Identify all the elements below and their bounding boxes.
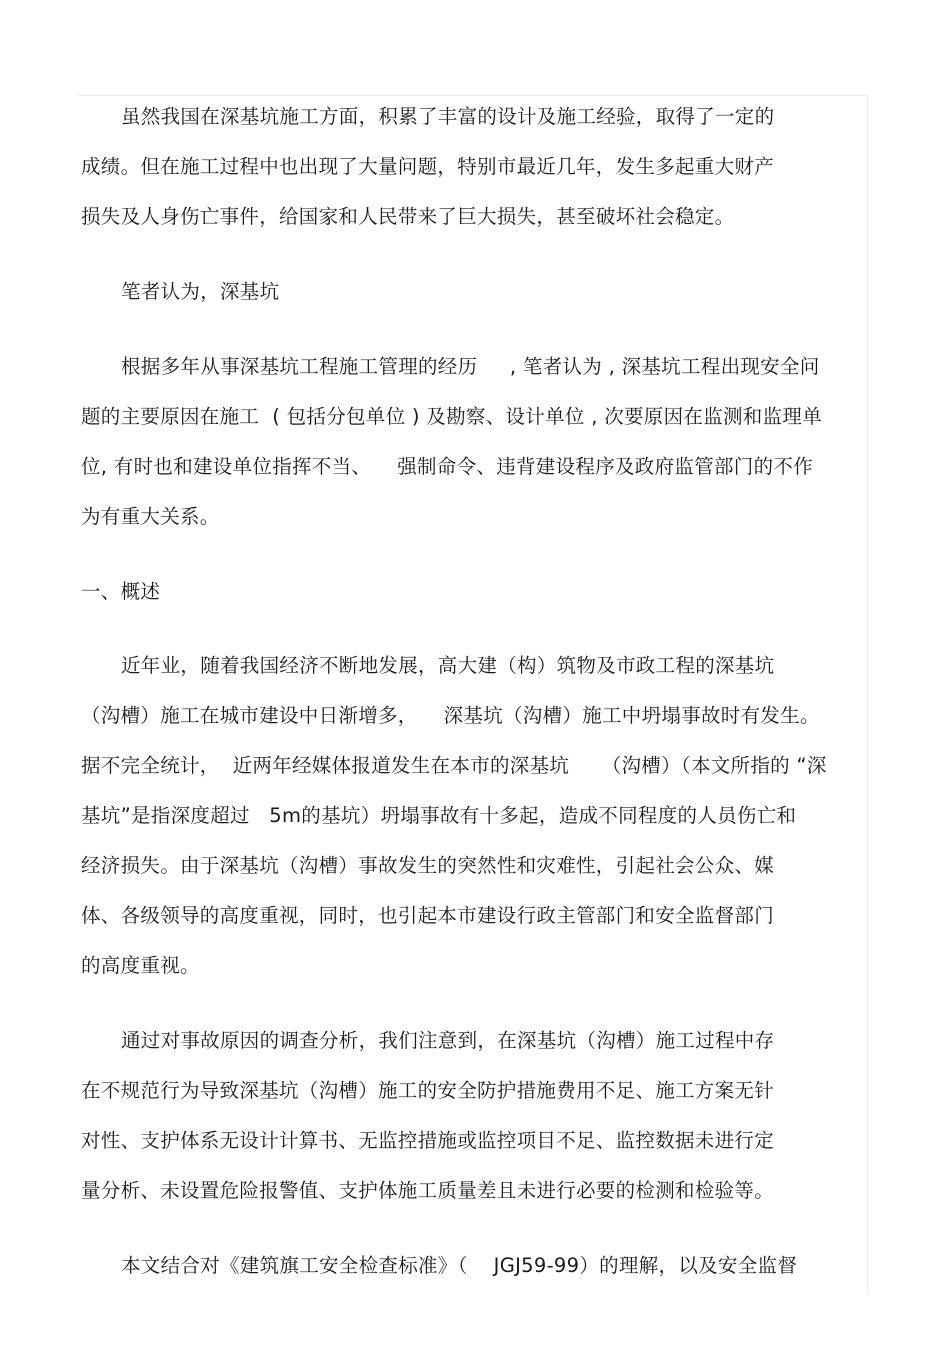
- text-line: 位, 有时也和建设单位指挥不当、 强制命令、违背建设程序及政府监管部门的不作: [81, 455, 813, 478]
- text-line: 对性、支护体系无设计计算书、无监控措施或监控项目不足、监控数据未进行定: [81, 1129, 775, 1152]
- text-line: 近年业，随着我国经济不断地发展，高大建（构）筑物及市政工程的深基坑: [121, 654, 775, 677]
- text-line: 据不完全统计， 近两年经媒体报道发生在本市的深基坑 （沟槽）（本文所指的 “深: [81, 754, 827, 777]
- text-line: 量分析、未设置危险报警值、支护体施工质量差且未进行必要的检测和检验等。: [81, 1179, 775, 1202]
- text-line: 在不规范行为导致深基坑（沟槽）施工的安全防护措施费用不足、施工方案无针: [81, 1079, 775, 1102]
- text-line: 的高度重视。: [81, 954, 200, 977]
- page-border: [78, 95, 868, 1295]
- text-line: 通过对事故原因的调查分析，我们注意到，在深基坑（沟槽）施工过程中存: [121, 1029, 775, 1052]
- text-line: 经济损失。由于深基坑（沟槽）事故发生的突然性和灾难性，引起社会公众、媒: [81, 854, 775, 877]
- text-line: 成绩。但在施工过程中也出现了大量问题，特别市最近几年，发生多起重大财产: [81, 155, 775, 178]
- text-line: 本文结合对《建筑旗工安全检查标准》（ JGJ59-99）的理解，以及安全监督: [121, 1254, 798, 1277]
- text-line: 虽然我国在深基坑施工方面，积累了丰富的设计及施工经验，取得了一定的: [121, 105, 775, 128]
- text-line: 体、各级领导的高度重视，同时，也引起本市建设行政主管部门和安全监督部门: [81, 904, 775, 927]
- text-line: 损失及人身伤亡事件，给国家和人民带来了巨大损失，甚至破坏社会稳定。: [81, 205, 735, 228]
- text-line: 基坑”是指深度超过 5m的基坑）坍塌事故有十多起，造成不同程度的人员伤亡和: [81, 804, 797, 827]
- text-line: 根据多年从事深基坑工程施工管理的经历 , 笔者认为 , 深基坑工程出现安全问: [121, 355, 820, 378]
- text-line: 笔者认为，深基坑: [121, 280, 280, 303]
- text-line: 题的主要原因在施工 ( 包括分包单位 ) 及勘察、设计单位 , 次要原因在监测和监理单: [81, 405, 823, 428]
- section-heading: 一、概述: [81, 580, 161, 603]
- text-line: （沟槽）施工在城市建设中日渐增多， 深基坑（沟槽）施工中坍塌事故时有发生。: [81, 704, 820, 727]
- text-line: 为有重大关系。: [81, 505, 220, 528]
